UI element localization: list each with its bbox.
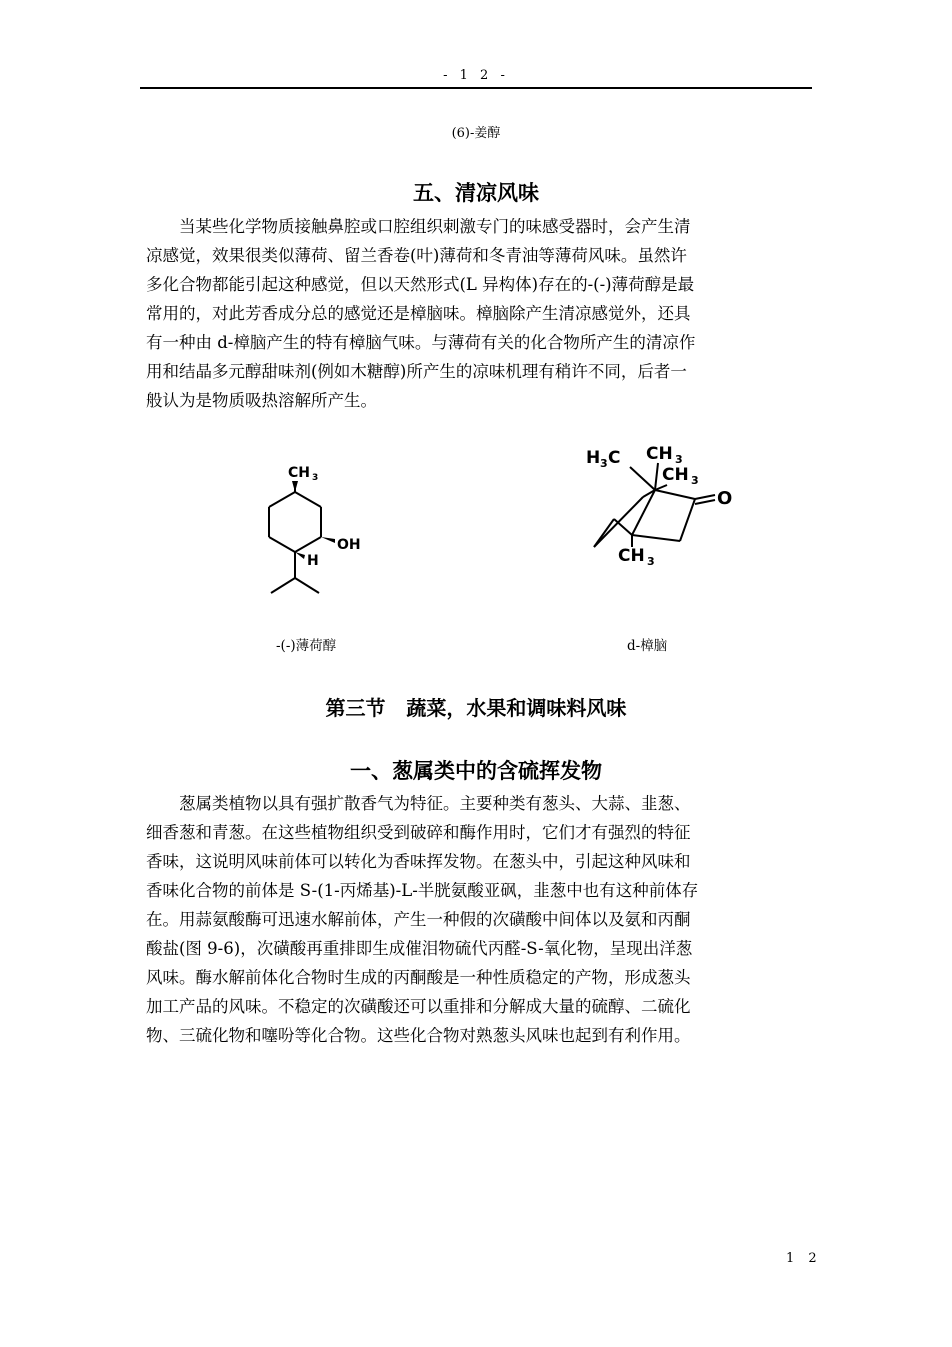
camphor-ch3-top-sub: 3: [675, 453, 683, 466]
paragraph-line: 风味。酶水解前体化合物时生成的丙酮酸是一种性质稳定的产物，形成葱头: [146, 968, 691, 987]
camphor-ch3-top: CH: [646, 444, 673, 464]
camphor-ch3-mid: CH: [662, 465, 689, 485]
camphor-structure: [580, 435, 750, 575]
paragraph-line: 葱属类植物以具有强扩散香气为特征。主要种类有葱头、大蒜、韭葱、: [179, 794, 691, 813]
camphor-h3c-h: H: [586, 448, 601, 468]
paragraph-line: 加工产品的风味。不稳定的次磺酸还可以重排和分解成大量的硫醇、二硫化: [146, 997, 691, 1016]
subsection-title-allium: 一、葱属类中的含硫挥发物: [350, 758, 602, 783]
menthol-caption: -(-)薄荷醇: [276, 638, 337, 654]
paragraph-line: 细香葱和青葱。在这些植物组织受到破碎和酶作用时，它们才有强烈的特征: [146, 823, 691, 842]
camphor-h3c-3: 3: [600, 457, 608, 470]
page-number: 1 2: [786, 1251, 822, 1266]
paragraph-line: 用和结晶多元醇甜味剂(例如木糖醇)所产生的凉味机理有稍许不同，后者一: [146, 362, 687, 381]
camphor-oxygen: O: [717, 488, 733, 509]
paragraph-cooling-flavor: [146, 212, 810, 415]
paragraph-line: 般认为是物质吸热溶解所产生。: [146, 391, 377, 410]
menthol-h-label: H: [307, 553, 319, 569]
camphor-ch3-bottom: CH: [618, 546, 645, 566]
paragraph-line: 物、三硫化物和噻吩等化合物。这些化合物对熟葱头风味也起到有利作用。: [146, 1026, 691, 1045]
menthol-ch3-subscript: 3: [312, 473, 319, 483]
top-figure-caption: (6)-姜醇: [451, 126, 501, 141]
paragraph-line: 多化合物都能引起这种感觉，但以天然形式(L 异构体)存在的-(-)薄荷醇是最: [146, 275, 695, 294]
camphor-h3c-c: C: [608, 448, 621, 468]
menthol-oh-label: OH: [337, 537, 361, 553]
header-rule: [140, 87, 812, 89]
menthol-ch3-label: CH: [288, 465, 310, 481]
menthol-structure: [255, 455, 385, 605]
section-title-cooling-flavor: 五、清凉风味: [413, 180, 539, 205]
paragraph-line: 在。用蒜氨酸酶可迅速水解前体，产生一种假的次磺酸中间体以及氨和丙酮: [146, 910, 691, 929]
paragraph-line: 酸盐(图 9-6)，次磺酸再重排即生成催泪物硫代丙醛-S-氧化物，呈现出洋葱: [146, 939, 693, 958]
paragraph-allium: [146, 789, 810, 1050]
paragraph-line: 香味化合物的前体是 S-(1-丙烯基)-L-半胱氨酸亚砜，韭葱中也有这种前体存: [146, 881, 699, 900]
paragraph-line: 有一种由 d-樟脑产生的特有樟脑气味。与薄荷有关的化合物所产生的清凉作: [146, 333, 696, 352]
paragraph-line: 香味，这说明风味前体可以转化为香味挥发物。在葱头中，引起这种风味和: [146, 852, 691, 871]
paragraph-line: 当某些化学物质接触鼻腔或口腔组织刺激专门的味感受器时，会产生清: [179, 217, 691, 236]
paragraph-line: 常用的，对此芳香成分总的感觉还是樟脑味。樟脑除产生清凉感觉外，还具: [146, 304, 691, 323]
camphor-ch3-bottom-sub: 3: [647, 555, 655, 568]
camphor-caption: d-樟脑: [627, 638, 668, 654]
camphor-ch3-mid-sub: 3: [691, 474, 699, 487]
section-title-vegetable-flavor: 第三节 蔬菜，水果和调味料风味: [325, 696, 627, 720]
page-header-marker: - 1 2 -: [443, 68, 509, 83]
paragraph-line: 凉感觉，效果很类似薄荷、留兰香卷(叶)薄荷和冬青油等薄荷风味。虽然许: [146, 246, 687, 265]
